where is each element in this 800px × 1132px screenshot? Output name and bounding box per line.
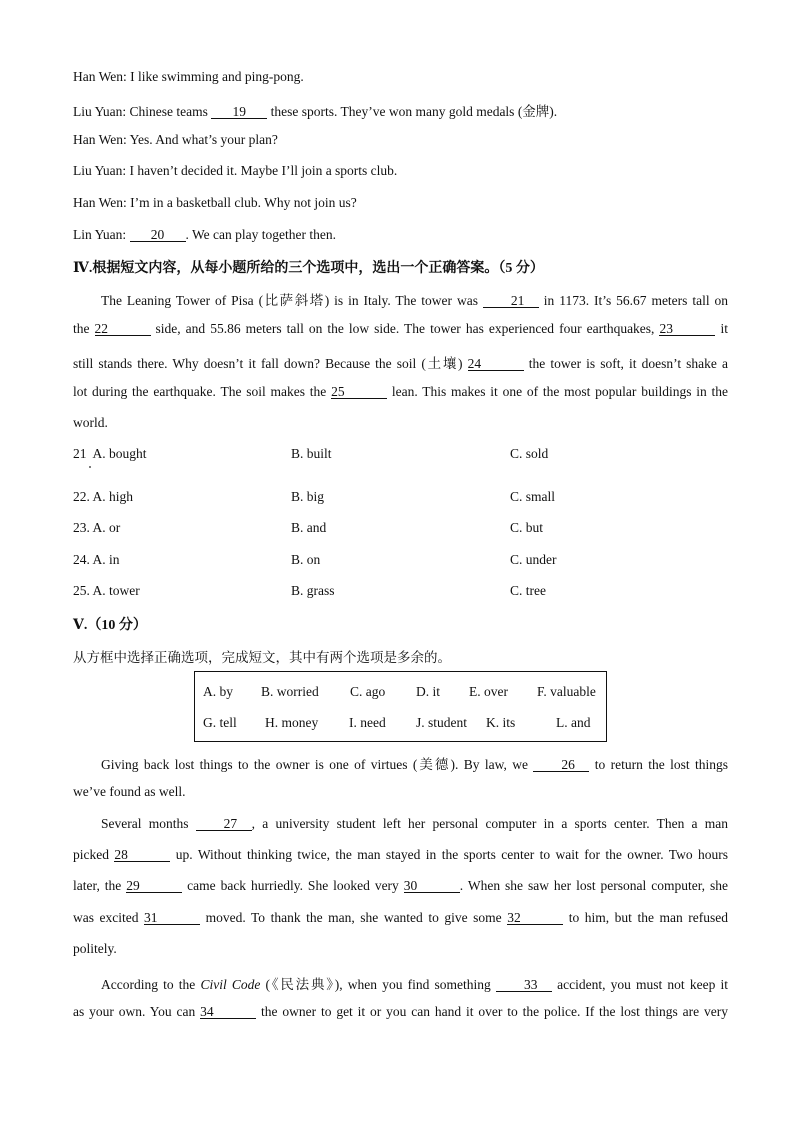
question-23: [73, 520, 120, 536]
passage-line: [73, 384, 728, 400]
dialog-text: these sports. They’ve won many gold medals (金牌).: [267, 104, 558, 119]
blank-29[interactable]: 29: [126, 879, 182, 893]
dialog-text: Yes. And what’s your plan?: [126, 132, 278, 147]
passage-line: [73, 1004, 728, 1020]
box-option: E. over: [469, 684, 508, 699]
speaker: Liu Yuan:: [73, 163, 127, 178]
box-option: D. it: [416, 684, 441, 699]
speaker: Lin Yuan:: [73, 227, 127, 242]
text: to return the lost things: [589, 757, 728, 772]
option-b[interactable]: B. big: [291, 489, 325, 504]
blank-28[interactable]: 28: [114, 848, 170, 862]
dialog-text: . We can play together then.: [185, 227, 336, 242]
speaker: Han Wen:: [73, 69, 127, 84]
box-option: F. valuable: [537, 684, 596, 699]
option-a[interactable]: A. tower: [92, 583, 140, 598]
box-option: J. student: [416, 715, 468, 730]
question-number: 24.: [73, 552, 90, 567]
box-option: L. and: [556, 715, 591, 730]
dialog-text: Chinese teams: [126, 104, 212, 119]
option-c[interactable]: C. tree: [510, 583, 546, 598]
passage-line: [73, 847, 728, 863]
dialog-line: [73, 227, 336, 243]
passage-line: politely.: [73, 941, 117, 956]
passage-line: [73, 753, 728, 773]
passage-line: [73, 321, 728, 337]
question-24: [73, 552, 120, 568]
question-22: [73, 489, 133, 505]
text: in 1173. It’s 56.67 meters tall on: [538, 293, 728, 308]
speaker: Liu Yuan:: [73, 104, 127, 119]
passage-line: [73, 878, 728, 894]
text: The Leaning Tower of Pisa (比萨斜塔) is in Italy. The tower was: [101, 293, 483, 308]
option-b[interactable]: B. on: [291, 552, 321, 567]
text: came back hurriedly. She looked very: [182, 878, 404, 893]
question-number: 21: [73, 446, 87, 461]
option-a[interactable]: A. high: [92, 489, 134, 504]
text: the tower is soft, it doesn’t shake a: [523, 356, 729, 371]
dialog-line: [73, 163, 397, 179]
option-c[interactable]: C. but: [510, 520, 544, 535]
question-25: [73, 583, 140, 599]
text: lean. This makes it one of the most popular buildings in the: [387, 384, 728, 399]
question-number: 25.: [73, 583, 90, 598]
text: was excited: [73, 910, 145, 925]
text: According to the: [101, 977, 201, 992]
text: (《民法典》), when you find something: [260, 977, 496, 992]
text: . When she saw her lost personal computer, she: [459, 878, 728, 893]
text: moved. To thank the man, she wanted to give some: [200, 910, 508, 925]
dialog-line: [73, 132, 278, 148]
text: it: [715, 321, 728, 336]
passage-line: [73, 352, 728, 372]
instruction: 从方框中选择正确选项，完成短文，其中有两个选项是多余的。: [73, 650, 451, 665]
blank-21[interactable]: 21: [483, 294, 539, 308]
option-a[interactable]: A. bought: [92, 446, 147, 461]
box-option: A. by: [203, 684, 233, 699]
text: picked: [73, 847, 115, 862]
stray-mark: [89, 466, 91, 468]
box-option: C. ago: [350, 684, 386, 699]
dialog-line: [73, 69, 304, 85]
passage-line: world.: [73, 415, 108, 430]
box-option: I. need: [349, 715, 386, 730]
blank-25[interactable]: 25: [331, 385, 387, 399]
text: as your own. You can: [73, 1004, 201, 1019]
option-b[interactable]: B. grass: [291, 583, 335, 598]
text: lot during the earthquake. The soil makes the: [73, 384, 332, 399]
option-c[interactable]: C. sold: [510, 446, 549, 461]
text: the owner to get it or you can hand it over to the police. If the lost things are very: [256, 1004, 729, 1019]
section-heading: Ⅴ.（10 分）: [73, 618, 147, 633]
text: Giving back lost things to the owner is one of virtues (美德). By law, we: [101, 757, 534, 772]
passage-line: [73, 816, 728, 832]
dialog-text: I haven’t decided it. Maybe I’ll join a sports club.: [126, 163, 398, 178]
blank-23[interactable]: 23: [659, 322, 715, 336]
dialog-line: [73, 195, 357, 211]
text: Several months: [101, 816, 196, 831]
blank-22[interactable]: 22: [95, 322, 151, 336]
passage-line: [73, 973, 728, 993]
text: later, the: [73, 878, 127, 893]
dialog-text: I’m in a basketball club. Why not join us?: [126, 195, 357, 210]
passage-line: [73, 910, 728, 926]
text: up. Without thinking twice, the man stayed in the sports center to wait for the owner. Two hours: [170, 847, 728, 862]
box-option: G. tell: [203, 715, 237, 730]
blank-33[interactable]: 33: [496, 978, 552, 992]
blank-34[interactable]: 34: [200, 1005, 256, 1019]
dialog-text: I like swimming and ping-pong.: [126, 69, 304, 84]
option-b[interactable]: B. and: [291, 520, 327, 535]
option-c[interactable]: C. under: [510, 552, 557, 567]
section-heading: Ⅳ.根据短文内容，从每小题所给的三个选项中，选出一个正确答案。（5 分）: [73, 261, 544, 276]
blank-26[interactable]: 26: [533, 758, 589, 772]
blank-31[interactable]: 31: [144, 911, 200, 925]
box-option: B. worried: [261, 684, 319, 699]
option-a[interactable]: A. in: [92, 552, 120, 567]
speaker: Han Wen:: [73, 132, 127, 147]
dialog-line: [73, 100, 557, 120]
option-b[interactable]: B. built: [291, 446, 332, 461]
blank-19[interactable]: 19: [211, 105, 267, 119]
option-a[interactable]: A. or: [92, 520, 121, 535]
text: accident, you must not keep it: [551, 977, 728, 992]
question-21: [73, 446, 147, 462]
italic-title: Civil Code: [200, 977, 261, 992]
option-c[interactable]: C. small: [510, 489, 556, 504]
box-option: H. money: [265, 715, 319, 730]
blank-27[interactable]: 27: [196, 817, 252, 831]
question-number: 22.: [73, 489, 90, 504]
blank-24[interactable]: 24: [468, 357, 524, 371]
blank-20[interactable]: 20: [130, 228, 186, 242]
text: the: [73, 321, 95, 336]
text: , a university student left her personal computer in a sports center. Then a man: [251, 816, 728, 831]
speaker: Han Wen:: [73, 195, 127, 210]
passage-line: we’ve found as well.: [73, 784, 186, 799]
passage-line: [73, 289, 728, 309]
text: side, and 55.86 meters tall on the low side. The tower has experienced four earthquakes,: [150, 321, 660, 336]
word-box: [194, 671, 607, 742]
question-number: 23.: [73, 520, 90, 535]
text: to him, but the man refused: [563, 910, 728, 925]
box-option: K. its: [486, 715, 516, 730]
blank-30[interactable]: 30: [404, 879, 460, 893]
blank-32[interactable]: 32: [507, 911, 563, 925]
text: still stands there. Why doesn’t it fall down? Because the soil (土壤): [73, 356, 468, 371]
